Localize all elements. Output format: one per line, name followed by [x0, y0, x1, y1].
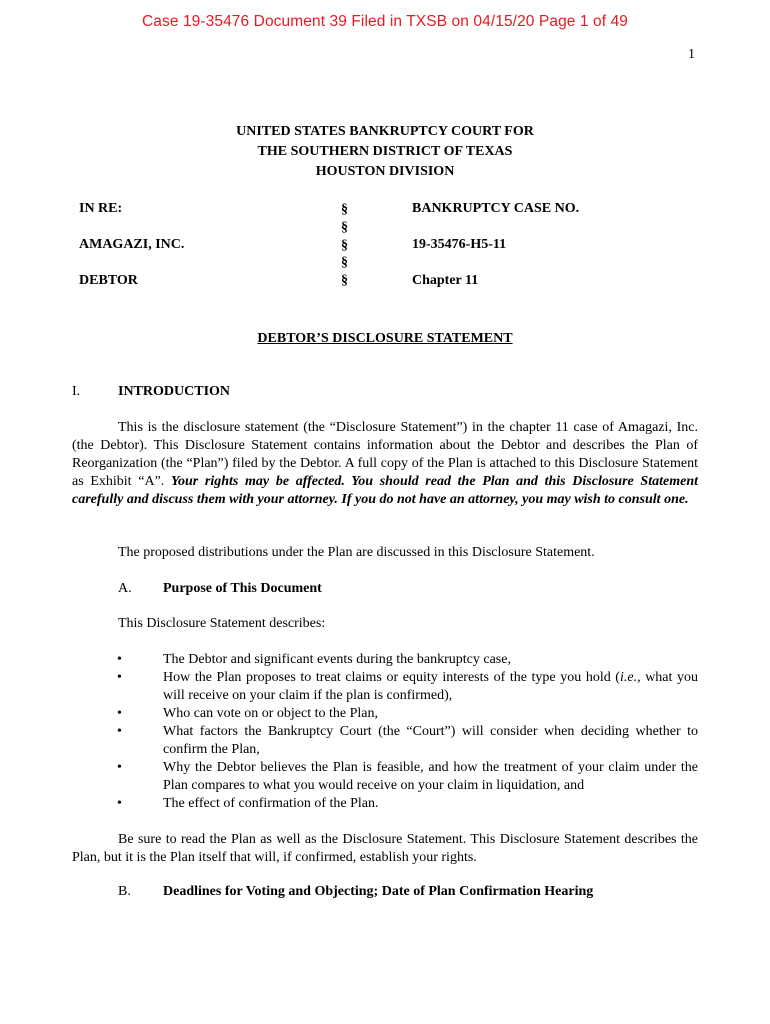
court-heading-line-3: HOUSTON DIVISION — [315, 164, 455, 179]
distributions-paragraph: The proposed distributions under the Plan are discussed in this Disclosure Statement. — [118, 545, 595, 560]
caption-case-number: 19-35476-H5-11 — [412, 237, 507, 252]
intro-paragraph-emphasis: Your rights may be affected. You should read the Plan and this Disclosure Statement carefully and discuss them with your attorney. If you do not have an attorney, you may wish to consult one. — [72, 474, 698, 507]
bullet-text: Why the Debtor believes the Plan is feasible, and how the treatment of your claim under the Plan compares to what you would receive on your claim in liquidation, and — [163, 760, 698, 793]
bullet-icon: • — [117, 652, 122, 667]
bullet-icon: • — [117, 670, 122, 685]
section-mark: § — [341, 219, 348, 235]
bullet-icon: • — [117, 796, 122, 811]
intro-paragraph — [72, 419, 698, 509]
bullet-icon: • — [117, 724, 122, 739]
caption-chapter: Chapter 11 — [412, 273, 479, 288]
caption-in-re: IN RE: — [79, 201, 123, 216]
bullet-text: The effect of confirmation of the Plan. — [163, 796, 379, 811]
court-heading-line-1: UNITED STATES BANKRUPTCY COURT FOR — [236, 124, 534, 139]
purpose-intro: This Disclosure Statement describes: — [118, 616, 326, 631]
subsection-a-letter: A. — [118, 581, 132, 596]
bullet-text: Who can vote on or object to the Plan, — [163, 706, 378, 721]
caption-debtor-name: AMAGAZI, INC. — [79, 237, 185, 252]
court-heading — [0, 122, 770, 182]
bullet-text-part: , what you will receive on your claim if the plan is confirmed), — [163, 670, 699, 703]
bullet-text: What factors the Bankruptcy Court (the “Court”) will consider when deciding whether to confirm the Plan, — [163, 724, 698, 757]
bullet-icon: • — [117, 706, 122, 721]
caption-section-marks — [341, 201, 348, 290]
section-mark: § — [341, 202, 348, 217]
subsection-b-title: Deadlines for Voting and Objecting; Date of Plan Confirmation Hearing — [163, 884, 594, 899]
bullet-icon: • — [117, 760, 122, 775]
section-mark: § — [341, 255, 348, 271]
bullet-text: The Debtor and significant events during the bankruptcy case, — [163, 652, 511, 667]
closing-paragraph — [72, 831, 698, 867]
document-title: DEBTOR’S DISCLOSURE STATEMENT — [257, 331, 513, 346]
page-number: 1 — [688, 47, 695, 62]
filing-header-stamp: Case 19-35476 Document 39 Filed in TXSB on 04/15/20 Page 1 of 49 — [141, 13, 629, 30]
intro-paragraph-text: This is the disclosure statement (the “Disclosure Statement”) in the chapter 11 case of Amagazi, Inc. (the Debtor). This Disclosure Statement contains information about the Debtor and describes the Plan of Reorganization (the “Plan”) filed by the Debtor. A full copy of the Plan is attached to this Disclosure Statement as Exhibit “A”. — [72, 420, 698, 489]
bullet-text — [163, 669, 698, 705]
section-mark: § — [341, 237, 348, 253]
section-i-number: I. — [72, 384, 81, 399]
bullet-text-ie: i.e. — [619, 670, 638, 685]
bullet-text-part: How the Plan proposes to treat claims or equity interests of the type you hold ( — [163, 670, 620, 685]
subsection-b-letter: B. — [118, 884, 131, 899]
subsection-a-title: Purpose of This Document — [163, 581, 322, 596]
court-heading-line-2: THE SOUTHERN DISTRICT OF TEXAS — [257, 144, 513, 159]
caption-case-no-label: BANKRUPTCY CASE NO. — [412, 201, 580, 216]
section-i-title: INTRODUCTION — [118, 384, 231, 399]
closing-paragraph-text: Be sure to read the Plan as well as the Disclosure Statement. This Disclosure Statement describes the Plan, but it is the Plan itself that will, if confirmed, establish your rights. — [72, 832, 698, 865]
caption-debtor-label: DEBTOR — [79, 273, 138, 288]
section-mark: § — [341, 273, 348, 289]
